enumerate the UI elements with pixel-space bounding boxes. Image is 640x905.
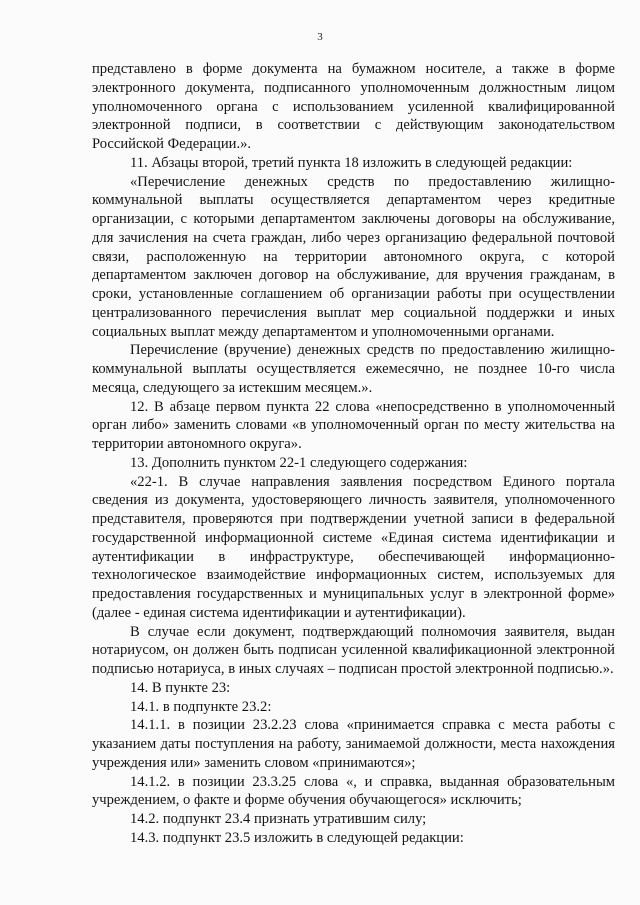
paragraph: 14.2. подпункт 23.4 признать утратившим силу; <box>130 811 427 827</box>
paragraph: 14. В пункте 23: <box>130 679 231 696</box>
paragraph: 12. В абзаце первом пункта 22 слова «непосредственно в уполномоченный орган либо» заменить словами «в уполномоченный орган по месту жительства на территории автономного округа». <box>92 398 615 452</box>
paragraph: В случае если документ, подтверждающий полномочия заявителя, выдан нотариусом, он должен быть подписан усиленной квалификационной электронной подписью нотариуса, в иных случаях – подписан простой электронной подписью.». <box>92 623 615 677</box>
paragraph: «Перечисление денежных средств по предоставлению жилищно-коммунальной выплаты осуществляется департаментом через кредитные организации, с которыми департаментом заключены договоры на обслуживание, для зачисления на счета граждан, либо через организацию федеральной почтовой связи, расположенную на территории автономного округа, с которой департаментом заключен договор на обслуживание, для вручения гражданам, в сроки, установленные соглашением об организации работы при осуществлении централизованного перечисления выплат мер социальной поддержки и иных социальных выплат между департаментом и уполномоченными органами. <box>92 173 615 340</box>
document-body <box>92 60 615 848</box>
paragraph: 14.1.1. в позиции 23.2.23 слова «принимается справка с места работы с указанием даты поступления на работу, занимаемой должности, места нахождения учреждения или» заменить словом «принимаются»; <box>92 717 615 771</box>
paragraph: 14.1. в подпункте 23.2: <box>130 698 272 715</box>
paragraph: 14.1.2. в позиции 23.3.25 слова «, и справка, выданная образовательным учреждением, о факте и форме обучения обучающегося» исключить; <box>92 773 615 809</box>
paragraph: Перечисление (вручение) денежных средств по предоставлению жилищно-коммунальной выплаты осуществляется ежемесячно, не позднее 10-го числа месяца, следующего за истекшим месяцем.». <box>92 342 615 396</box>
paragraph: 13. Дополнить пунктом 22-1 следующего содержания: <box>130 454 468 471</box>
page-number: 3 <box>317 31 323 43</box>
paragraph: «22-1. В случае направления заявления посредством Единого портала сведения из документа, удостоверяющего личность заявителя, уполномоченного представителя, проверяются при подтверждении учетной записи в федеральной государственной информационной системе «Единая система идентификации и аутентификации в инфраструктуре, обеспечивающей информационно-технологическое взаимодействие информационных систем, используемых для предоставления государственных и муниципальных услуг в электронной форме» (далее - единая система идентификации и аутентификации). <box>92 473 615 621</box>
paragraph: представлено в форме документа на бумажном носителе, а также в форме электронного документа, подписанного уполномоченным должностным лицом уполномоченного органа с использованием усиленной квалифицированной электронной подписи, в соответствии с действующим законодательством Российской Федерации.». <box>92 61 615 152</box>
paragraph: 11. Абзацы второй, третий пункта 18 изложить в следующей редакции: <box>130 154 573 171</box>
paragraph: 14.3. подпункт 23.5 изложить в следующей редакции: <box>130 829 464 846</box>
